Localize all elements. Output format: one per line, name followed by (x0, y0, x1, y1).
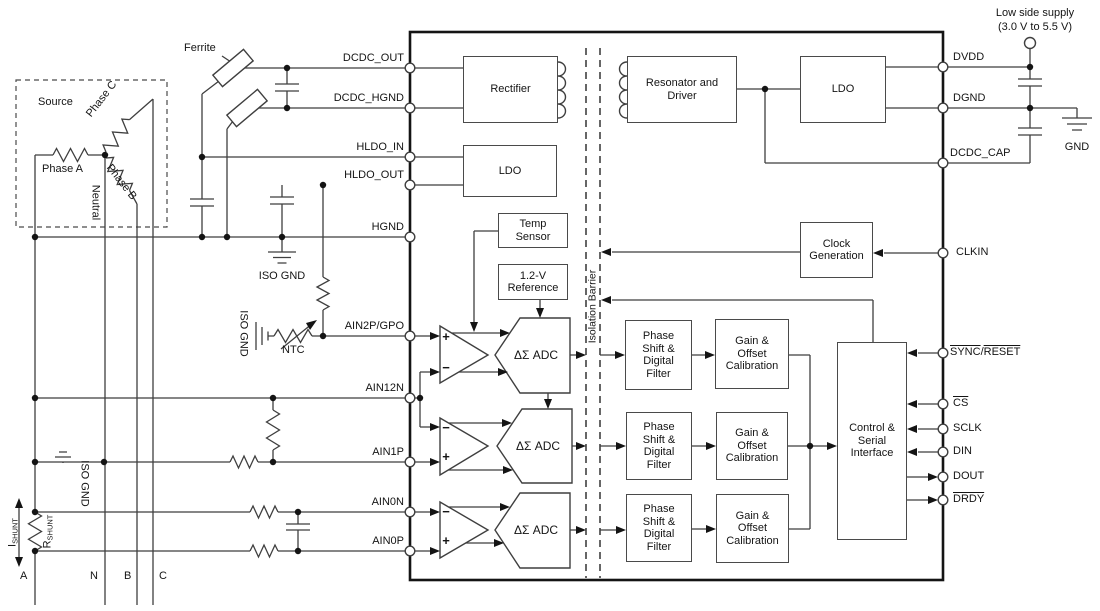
phase-filter-block-1: Phase Shift & Digital Filter (626, 412, 692, 480)
neutral-label: Neutral (89, 184, 102, 221)
phase-filter-block-0: Phase Shift & Digital Filter (626, 494, 692, 562)
pga-ch1-plus: + (442, 449, 450, 464)
pin-label-ain1p: AIN1P (372, 446, 404, 458)
rectifier-block: Rectifier (463, 56, 558, 123)
ain1p-series-resistor (230, 456, 258, 468)
bus-label-n: N (90, 570, 98, 582)
iso-gnd-label-hgnd: ISO GND (258, 270, 306, 282)
ntc-label: NTC (282, 344, 305, 356)
i-shunt-subscript: SHUNT (10, 518, 20, 544)
bus-label-b: B (124, 570, 132, 582)
divider-resistor (267, 410, 280, 450)
pin-label-hgnd: HGND (371, 221, 404, 233)
adc-label-ch2: ΔΣ ADC (513, 348, 559, 362)
r-shunt-symbol: R (41, 540, 54, 549)
pin-label-din: DIN (953, 445, 972, 457)
gain-offset-block-2: Gain & Offset Calibration (715, 319, 789, 389)
temp-sensor-block: Temp Sensor (498, 213, 568, 248)
pin-label-dcdc-cap: DCDC_CAP (950, 147, 1011, 159)
phase-b-label: Phase B (103, 162, 139, 203)
phase-c-resistor (101, 116, 135, 156)
low-side-ldo-block: LDO (800, 56, 886, 123)
pin-label-clkin: CLKIN (956, 246, 989, 258)
pin-label-ain2p-gpo: AIN2P/GPO (344, 320, 404, 332)
pga-ch2-plus: + (442, 329, 450, 344)
resonator-driver-block: Resonator and Driver (627, 56, 737, 123)
pin-label-ain0p: AIN0P (372, 535, 404, 547)
isolation-barrier-label: Isolation Barrier (586, 269, 599, 344)
adc-label-ch1: ΔΣ ADC (515, 439, 561, 453)
reset-label-part: RESET (983, 346, 1021, 358)
pin-label-dcdc-out: DCDC_OUT (342, 52, 404, 64)
ain0n-series-resistor (250, 506, 278, 518)
pin-label-drdy: DRDY (953, 493, 985, 505)
i-shunt-label (7, 510, 22, 556)
pga-ch2-minus: − (442, 360, 450, 375)
sync-label-part: SYNC (950, 346, 981, 358)
pga-ch1-minus: − (442, 420, 450, 435)
phase-a-resistor (53, 149, 88, 162)
control-serial-interface-block: Control & Serial Interface (837, 342, 907, 540)
i-shunt-symbol: I (6, 543, 19, 547)
clock-generation-block: Clock Generation (800, 222, 873, 278)
resistors (29, 116, 330, 557)
adc-label-ch0: ΔΣ ADC (513, 523, 559, 537)
pin-label-sclk: SCLK (953, 422, 982, 434)
low-side-supply-terminal (1025, 38, 1036, 49)
low-side-supply-label: Low side supply (995, 7, 1075, 19)
ferrite-label: Ferrite (184, 42, 216, 54)
pin-label-cs: $\overline{CS}$ (953, 397, 969, 409)
pin-label-sync-reset (950, 346, 1020, 359)
transformer-primary-coil (558, 62, 566, 118)
bus-label-a: A (20, 570, 28, 582)
pin-label-dout: DOUT (953, 470, 985, 482)
phase-a-label: Phase A (42, 163, 83, 175)
pin-label-ain0n: AIN0N (371, 496, 404, 508)
iso-gnd-label-ntc: ISO GND (237, 310, 250, 357)
gnd-label: GND (1064, 141, 1090, 153)
phase-c-label: Phase C (83, 78, 120, 120)
high-side-ldo-block: LDO (463, 145, 557, 197)
shunt-resistor (29, 512, 42, 551)
r-shunt-label (42, 508, 57, 556)
r-shunt-subscript: SHUNT (45, 514, 55, 541)
gain-offset-block-0: Gain & Offset Calibration (716, 494, 789, 563)
iso-gnd-label-neutral: ISO GND (78, 460, 91, 507)
ntc-bias-resistor (317, 277, 329, 310)
pga-ch0-minus: − (442, 504, 450, 519)
pin-label-dvdd: DVDD (953, 51, 985, 63)
pin-label-dcdc-hgnd: DCDC_HGND (333, 92, 404, 104)
bus-label-c: C (159, 570, 167, 582)
pga-ch0-plus: + (442, 533, 450, 548)
phase-filter-block-2: Phase Shift & Digital Filter (625, 320, 692, 390)
pin-label-hldo-in: HLDO_IN (356, 141, 404, 153)
pin-label-hldo-out: HLDO_OUT (344, 169, 404, 181)
pin-label-ain12n: AIN12N (365, 382, 404, 394)
pin-label-dgnd: DGND (953, 92, 986, 104)
source-label: Source (38, 96, 73, 108)
ain0p-series-resistor (250, 545, 278, 557)
reference-block: 1.2-V Reference (498, 264, 568, 300)
gain-offset-block-1: Gain & Offset Calibration (716, 412, 788, 480)
sync-reset-slash: / (980, 346, 984, 358)
transformer-secondary-coil (620, 62, 627, 118)
low-side-supply-range: (3.0 V to 5.5 V) (998, 21, 1072, 33)
